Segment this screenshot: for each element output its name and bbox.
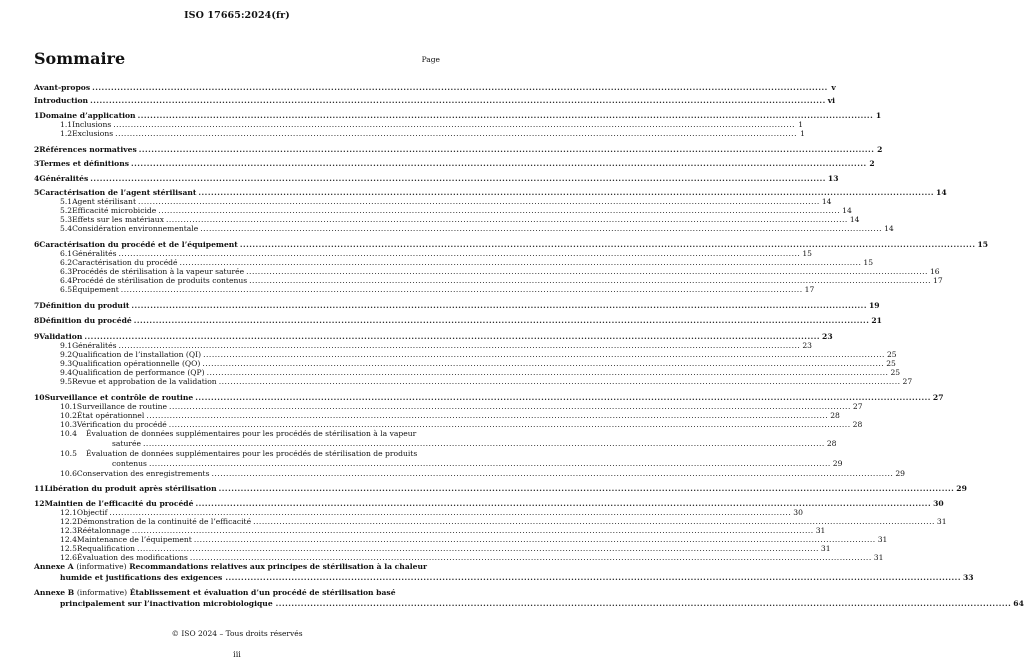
toc-number: 10.5 [60, 449, 77, 458]
annex-b-entry[interactable] [34, 588, 1024, 609]
toc-section-entry[interactable] [34, 145, 883, 155]
toc-page: 1 [800, 129, 806, 138]
toc-number: 10.3 [60, 420, 77, 429]
toc-section-entry[interactable] [34, 159, 875, 169]
toc-title-line1: Évaluation de données supplémentaires pour les procédés de stérilisation à la vapeur [86, 429, 417, 438]
toc-subsection-text [60, 449, 418, 459]
toc-title: Maintien de l’efficacité du procédé [44, 499, 194, 508]
toc-page: 14 [821, 197, 832, 206]
toc-page: 2 [877, 145, 883, 154]
toc-number: 5.4 [60, 224, 73, 233]
toc-title: Efficacité microbicide [72, 206, 157, 215]
toc-entry-continuation[interactable] [112, 439, 837, 449]
toc-section-entry[interactable] [34, 96, 836, 106]
toc-number: 6.5 [60, 285, 73, 294]
leader-dots [219, 484, 955, 494]
page-column-label: Page [421, 55, 440, 64]
toc-number: 6.2 [60, 258, 73, 267]
annex-a-type: (informative) [76, 562, 127, 571]
leader-dots [143, 439, 825, 449]
toc-page: 27 [852, 402, 863, 411]
toc-page: 31 [936, 517, 947, 526]
toc-number: 10.4 [60, 429, 77, 438]
toc-number: 12.2 [60, 517, 77, 526]
annex-a-label: Annexe A [34, 562, 74, 571]
annex-b-title-line2: principalement sur l’inactivation microbiologique [60, 598, 273, 608]
toc-page: 30 [793, 508, 803, 517]
toc-number: 1 [34, 111, 40, 120]
toc-subsection-entry[interactable] [34, 469, 905, 479]
toc-number: 7 [34, 301, 40, 310]
toc-title-line2: saturée [112, 439, 141, 448]
leader-dots [139, 145, 875, 155]
toc-title: Procédés de stérilisation à la vapeur saturée [72, 267, 245, 276]
toc-number: 5 [34, 188, 40, 197]
toc-title: Termes et définitions [39, 159, 129, 168]
toc-number: 10 [34, 393, 45, 402]
toc-page: 27 [932, 393, 944, 402]
toc-number: 4 [34, 174, 40, 183]
toc-title: État opérationnel [76, 411, 145, 420]
toc-page: 14 [842, 206, 852, 215]
toc-number: 10.6 [60, 469, 77, 478]
toc-title: Définition du produit [39, 301, 130, 310]
toc-page: 15 [863, 258, 874, 267]
toc-title: Équipement [72, 285, 119, 294]
toc-title: Procédé de stérilisation de produits contenus [72, 276, 248, 285]
toc-page: 25 [886, 359, 896, 368]
leader-dots [200, 224, 882, 234]
toc-page: 14 [884, 224, 894, 233]
toc-page: 25 [890, 368, 901, 377]
toc-number: 9.1 [60, 341, 73, 350]
toc-number: 6 [34, 240, 40, 249]
toc-subsection-entry[interactable] [34, 129, 806, 139]
toc-number: 12.6 [60, 553, 77, 562]
toc-title: Avant-propos [34, 83, 91, 92]
leader-dots [90, 174, 826, 184]
toc-page: 28 [830, 411, 840, 420]
toc-title: Vérification du procédé [76, 420, 167, 429]
toc-page: 28 [852, 420, 863, 429]
toc-title: Qualification de performance (QP) [72, 368, 205, 377]
toc-page: 31 [820, 544, 831, 553]
toc-number: 12 [34, 499, 45, 508]
toc-number: 8 [34, 316, 40, 325]
leader-dots [92, 83, 828, 93]
leader-dots [149, 459, 831, 469]
toc-title: Surveillance et contrôle de routine [44, 393, 194, 402]
toc-section-entry[interactable] [34, 484, 967, 494]
toc-number: 12.5 [60, 544, 77, 553]
toc-title: Caractérisation du procédé [72, 258, 178, 267]
toc-number: 9.2 [60, 350, 73, 359]
toc-page: 23 [802, 341, 812, 350]
leader-dots [276, 599, 1012, 609]
annex-b-type: (informative) [76, 588, 128, 597]
toc-page: 21 [871, 316, 882, 325]
toc-title: Exclusions [72, 129, 114, 138]
toc-title: Généralités [72, 341, 117, 350]
toc-number: 10.1 [60, 402, 77, 411]
toc-title: Conservation des enregistrements [76, 469, 210, 478]
toc-title: Objectif [76, 508, 108, 517]
page-title: Sommaire [34, 49, 126, 68]
toc-page: 29 [956, 484, 967, 493]
toc-title: Revue et approbation de la validation [72, 377, 217, 386]
toc-title: Caractérisation du procédé et de l’équipement [39, 240, 238, 249]
leader-dots [131, 301, 867, 311]
toc-title-line1: Évaluation de données supplémentaires pour les procédés de stérilisation de produits [86, 449, 418, 458]
toc-title: Surveillance de routine [76, 402, 168, 411]
toc-title: Définition du procédé [39, 316, 132, 325]
toc-title: Maintenance de l’équipement [76, 535, 192, 544]
toc-number: 5.2 [60, 206, 73, 215]
toc-title: Généralités [72, 249, 117, 258]
annex-b-page: 64 [1013, 598, 1024, 608]
toc-title: Démonstration de la continuité de l’efficacité [76, 517, 252, 526]
toc-page: 30 [933, 499, 944, 508]
toc-section-entry[interactable] [34, 83, 836, 93]
toc-title: Références normatives [39, 145, 137, 154]
toc-title: Évaluation des modifications [76, 553, 188, 562]
toc-title: Qualification de l’installation (QI) [72, 350, 202, 359]
toc-number: 6.3 [60, 267, 73, 276]
toc-page: 19 [868, 301, 880, 310]
toc-page: vi [827, 96, 836, 105]
toc-entry-continuation[interactable] [112, 459, 843, 469]
toc-page: 31 [877, 535, 888, 544]
toc-title: Libération du produit après stérilisation [44, 484, 217, 493]
toc-page: 14 [849, 215, 860, 224]
toc-section-entry[interactable] [34, 316, 882, 326]
toc-number: 1.1 [60, 120, 73, 129]
toc-page: 1 [798, 120, 804, 129]
annex-b-label: Annexe B [34, 588, 75, 597]
toc-page: 27 [902, 377, 913, 386]
toc-number: 6.4 [60, 276, 73, 285]
toc-number: 5.1 [60, 197, 73, 206]
toc-number: 9.3 [60, 359, 73, 368]
leader-dots [115, 129, 797, 139]
toc-title: Généralités [39, 174, 89, 183]
toc-page: 31 [815, 526, 826, 535]
copyright-footer: © ISO 2024 – Tous droits réservés [171, 629, 303, 638]
leader-dots [121, 285, 803, 295]
toc-page: 15 [977, 240, 989, 249]
toc-number: 12.1 [60, 508, 77, 517]
toc-title: Effets sur les matériaux [72, 215, 164, 224]
toc-number: 9.5 [60, 377, 73, 386]
toc-section-entry[interactable] [34, 174, 839, 184]
toc-section-entry[interactable] [34, 301, 880, 311]
annex-a-entry[interactable] [34, 562, 974, 583]
toc-title: Qualification opérationnelle (QO) [72, 359, 201, 368]
toc-number: 6.1 [60, 249, 73, 258]
annex-b-title-line1: Établissement et évaluation d’un procédé de stérilisation basé [129, 588, 396, 597]
toc-subsection-text [60, 429, 417, 439]
page-number: iii [233, 650, 241, 659]
toc-page: 15 [802, 249, 812, 258]
annex-a-page: 33 [962, 572, 974, 582]
toc-title-line2: contenus [112, 459, 147, 468]
annex-a-title-line2: humide et justifications des exigences [60, 572, 223, 582]
toc-title: Caractérisation de l’agent stérilisant [39, 188, 197, 197]
toc-subsection-entry[interactable] [34, 224, 894, 234]
toc-number: 12.3 [60, 526, 77, 535]
leader-dots [225, 573, 961, 583]
toc-page: 29 [832, 459, 843, 468]
toc-page: 17 [932, 276, 943, 285]
toc-number: 12.4 [60, 535, 77, 544]
toc-number: 5.3 [60, 215, 73, 224]
toc-page: 17 [804, 285, 815, 294]
leader-dots [134, 316, 870, 326]
toc-subsection-entry[interactable] [34, 285, 815, 295]
toc-title: Validation [39, 332, 83, 341]
toc-subsection-entry[interactable] [34, 377, 913, 387]
toc-page: 14 [936, 188, 947, 197]
toc-title: Domaine d’application [39, 111, 136, 120]
leader-dots [219, 377, 901, 387]
toc-number: 11 [34, 484, 45, 493]
toc-page: 1 [875, 111, 882, 120]
toc-page: 28 [826, 439, 837, 448]
toc-page: v [831, 83, 836, 92]
leader-dots [90, 96, 826, 106]
toc-title: Considération environnementale [72, 224, 199, 233]
annex-a-title-line1: Recommandations relatives aux principes de stérilisation à la chaleur [129, 562, 427, 571]
toc-page: 25 [886, 350, 897, 359]
toc-page: 29 [895, 469, 905, 478]
toc-title: Requalification [76, 544, 136, 553]
toc-title: Réétalonnage [76, 526, 130, 535]
toc-number: 3 [34, 159, 40, 168]
toc-number: 1.2 [60, 129, 73, 138]
leader-dots [211, 469, 893, 479]
page-header: ISO 17665:2024(fr) [184, 10, 290, 21]
toc-page: 31 [873, 553, 884, 562]
toc-title: Agent stérilisant [72, 197, 136, 206]
toc-page: 2 [869, 159, 875, 168]
leader-dots [131, 159, 867, 169]
toc-title: Inclusions [72, 120, 112, 129]
toc-title: Introduction [34, 96, 89, 105]
toc-page: 23 [822, 332, 833, 341]
toc-page: 13 [827, 174, 839, 183]
toc-number: 9.4 [60, 368, 73, 377]
toc-number: 9 [34, 332, 40, 341]
toc-page: 16 [929, 267, 940, 276]
toc-number: 2 [34, 145, 40, 154]
toc-number: 10.2 [60, 411, 77, 420]
